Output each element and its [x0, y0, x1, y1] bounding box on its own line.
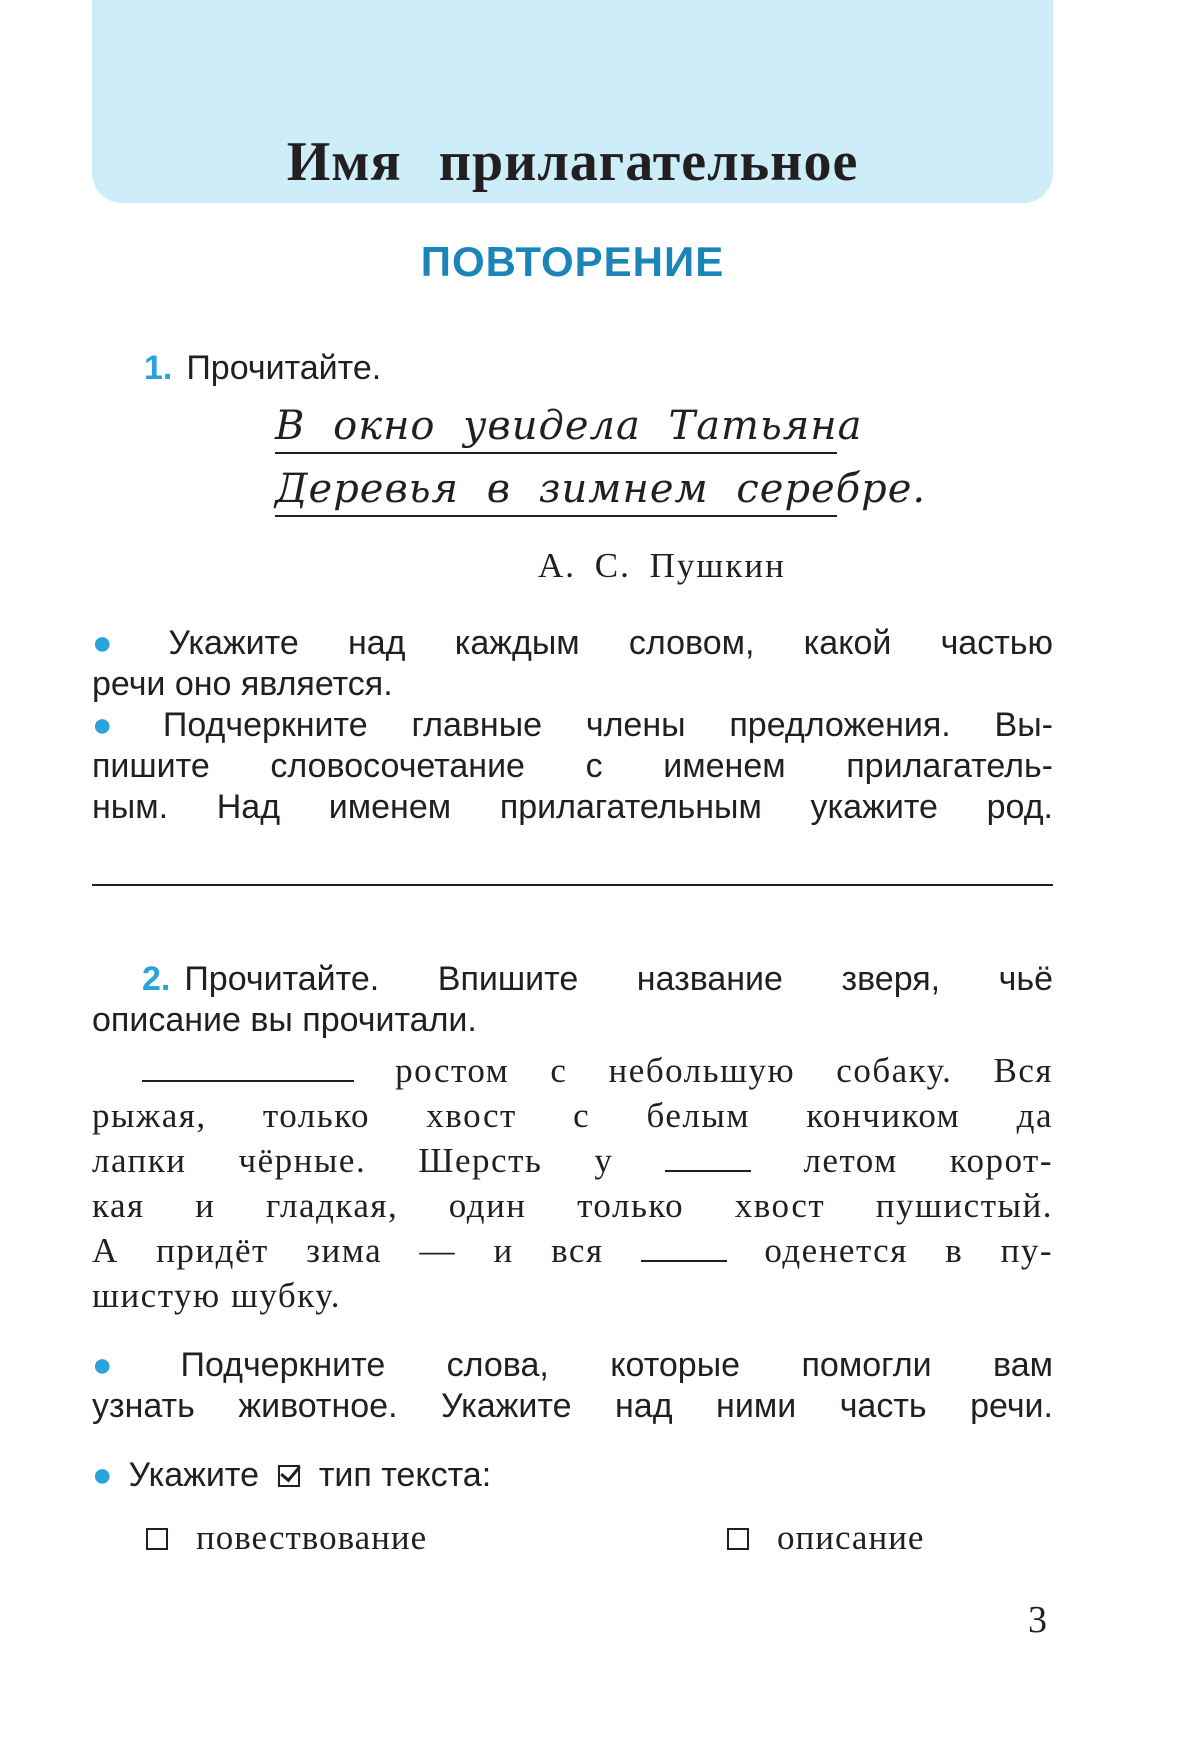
text-line-5: А придёт зима — и вся оденется в пу-	[92, 1231, 1054, 1270]
text-line-4: кая и гладкая, один только хвост пушистый.	[92, 1186, 1053, 1225]
exercise-2-number: 2.	[142, 960, 171, 998]
bullet-icon: ●	[92, 1456, 113, 1494]
option-description-label: описание	[777, 1518, 925, 1557]
ex1-task1-line2: речи оно является.	[92, 665, 393, 703]
option-narration-label: повествование	[196, 1518, 428, 1557]
text-line-2: рыжая, только хвост с белым кончиком да	[92, 1096, 1053, 1135]
blank-field[interactable]	[142, 1054, 354, 1082]
checked-box-icon	[278, 1465, 300, 1487]
blank-field[interactable]	[665, 1144, 751, 1172]
exercise-1-number: 1.	[144, 349, 173, 387]
bullet-icon: ●	[92, 624, 153, 662]
text-line-3: лапки чёрные. Шерсть у летом корот-	[92, 1141, 1054, 1180]
exercise-2-heading	[142, 959, 1053, 999]
text-line-6: шистую шубку.	[92, 1276, 341, 1315]
exercise-1-heading	[144, 348, 1105, 388]
exercise-1-instruction: Прочитайте.	[186, 349, 382, 387]
ex1-task2-line2: пишите словосочетание с именем прилагатель-	[92, 747, 1053, 785]
ex2-task1-line1: ● Подчеркните слова, которые помогли вам	[92, 1346, 1053, 1384]
ex1-task2-line3: ным. Над именем прилагательным укажите род.	[92, 788, 1053, 826]
checkbox-description[interactable]	[727, 1528, 749, 1550]
bullet-icon: ●	[92, 706, 147, 744]
blank-field[interactable]	[641, 1234, 727, 1262]
section-heading: ПОВТОРЕНИЕ	[420, 238, 725, 285]
bullet-icon: ●	[92, 1346, 165, 1384]
ex2-task2: ● Укажите тип текста:	[92, 1456, 492, 1494]
ex1-task1-line1: ● Укажите над каждым словом, какой частью	[92, 624, 1053, 662]
page-title: Имя прилагательное	[286, 131, 859, 193]
answer-line[interactable]	[92, 884, 1053, 886]
option-description[interactable]	[727, 1518, 924, 1558]
ex1-task2-line1: ● Подчеркните главные члены предложения. Вы-	[92, 706, 1053, 744]
exercise-2-instruction: Прочитайте. Впишите название зверя, чьё	[184, 960, 1053, 998]
poem-line-2: Деревья в зимнем серебре.	[275, 463, 837, 517]
text-line-1: ростом с небольшую собаку. Вся	[142, 1051, 1053, 1091]
poem-line-1: В окно увидела Татьяна	[275, 400, 837, 454]
ex2-task1-line2: узнать животное. Укажите над ними часть речи.	[92, 1387, 1053, 1425]
page-number: 3	[1028, 1599, 1047, 1641]
checkbox-narration[interactable]	[146, 1528, 168, 1550]
option-narration[interactable]	[146, 1518, 427, 1558]
exercise-2-instruction-line2: описание вы прочитали.	[92, 1001, 477, 1039]
poem-author: А. С. Пушкин	[538, 546, 786, 585]
